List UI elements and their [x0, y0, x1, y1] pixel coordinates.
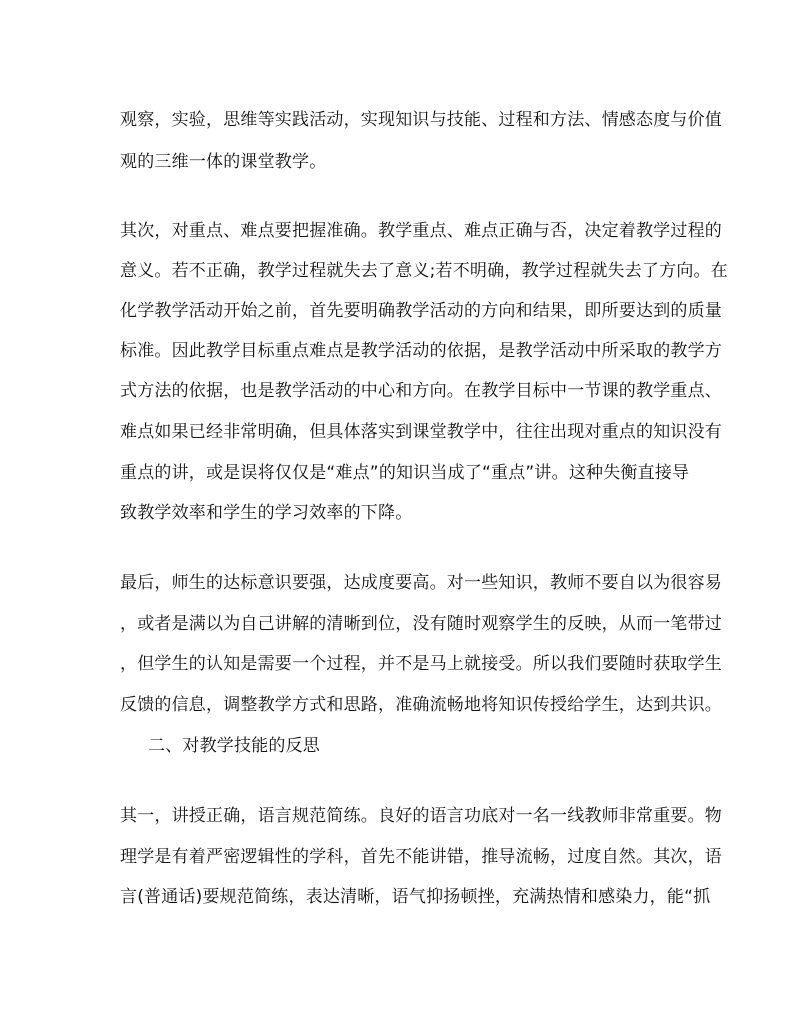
text-line: 难点如果已经非常明确，但具体落实到课堂教学中，往往出现对重点的知识没有	[120, 422, 722, 442]
text-line: 意义。若不正确，教学过程就失去了意义;若不明确，教学过程就失去了方向。在	[120, 261, 728, 281]
text-line: ，或者是满以为自己讲解的清晰到位，没有随时观察学生的反映，从而一笔带过	[120, 614, 722, 634]
text-line: 其一，讲授正确，语言规范简练。良好的语言功底对一名一线教师非常重要。物	[120, 806, 722, 826]
text-line: 其次，对重点、难点要把握准确。教学重点、难点正确与否，决定着教学过程的	[120, 221, 722, 241]
text-line: 观察，实验，思维等实践活动，实现知识与技能、过程和方法、情感态度与价值	[120, 110, 722, 130]
text-line: 重点的讲，或是误将仅仅是“难点”的知识当成了“重点”讲。这种失衡直接导	[120, 463, 690, 483]
text-line: 最后，师生的达标意识要强，达成度要高。对一些知识，教师不要自以为很容易	[120, 573, 722, 593]
text-line: 致教学效率和学生的学习效率的下降。	[120, 503, 413, 523]
text-line: 化学教学活动开始之前，首先要明确教学活动的方向和结果，即所要达到的质量	[120, 301, 722, 321]
text-line: ，但学生的认知是需要一个过程，并不是马上就接受。所以我们要随时获取学生	[120, 654, 722, 674]
text-line: 理学是有着严密逻辑性的学科，首先不能讲错，推导流畅，过度自然。其次，语	[120, 847, 722, 867]
section-heading: 二、对教学技能的反思	[148, 736, 320, 756]
text-line: 言(普通话)要规范简练，表达清晰，语气抑扬顿挫，充满热情和感染力，能“抓	[120, 887, 711, 907]
text-line: 观的三维一体的课堂教学。	[120, 152, 327, 172]
text-line: 式方法的依据，也是教学活动的中心和方向。在教学目标中一节课的教学重点、	[120, 381, 722, 401]
text-line: 反馈的信息，调整教学方式和思路，准确流畅地将知识传授给学生，达到共识。	[120, 695, 722, 715]
text-line: 标准。因此教学目标重点难点是教学活动的依据，是教学活动中所采取的教学方	[120, 341, 722, 361]
